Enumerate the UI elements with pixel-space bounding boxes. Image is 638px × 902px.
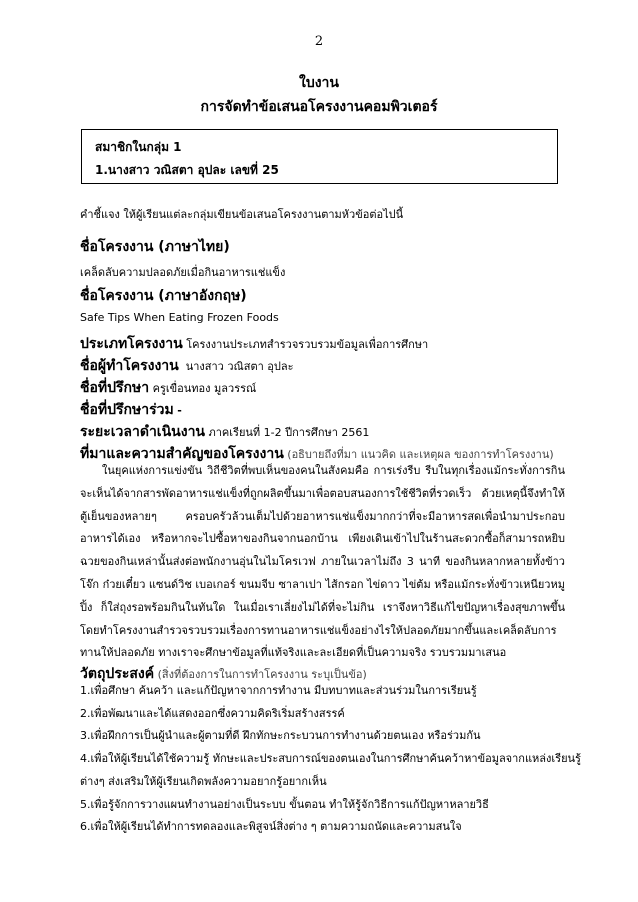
co-advisor-value: -: [177, 404, 182, 417]
duration-value: ภาคเรียนที่ 1-2 ปีการศึกษา 2561: [208, 426, 370, 439]
member-item: 1.นางสาว วณิสตา อุปละ เลขที่ 25: [95, 163, 279, 177]
co-advisor-row: [80, 399, 182, 421]
duration-label: ระยะเวลาดำเนินงาน: [80, 424, 205, 440]
worksheet-title: ใบงาน: [299, 75, 339, 91]
background-note: (อธิบายถึงที่มา แนวคิด และเหตุผล ของการทำโครงงาน): [287, 448, 554, 461]
objectives-note: (สิ่งที่ต้องการในการทำโครงงาน ระบุเป็นข้อ): [157, 668, 367, 681]
objective-item-continuation: ต่างๆ ส่งเสริมให้ผู้เรียนเกิดพลังความอยากรู้อยากเห็น: [80, 774, 327, 788]
project-name-th-value: เคล็ดลับความปลอดภัยเมื่อกินอาหารแช่แข็ง: [80, 266, 286, 279]
advisor-row: [80, 377, 256, 399]
objective-item: 1.เพื่อศึกษา ค้นคว้า และแก้ปัญหาจากการทำงาน มีบทบาทและส่วนร่วมในการเรียนรู้: [80, 684, 477, 697]
co-advisor-label: ชื่อที่ปรึกษาร่วม: [80, 402, 174, 418]
author-value: นางสาว วณิสตา อุปละ: [185, 360, 294, 373]
advisor-value: ครูเขื่อนทอง มูลวรรณ์: [152, 382, 257, 395]
duration-row: [80, 421, 369, 443]
objective-item: 6.เพื่อให้ผู้เรียนได้ทำการทดลองและพิสูจน์สิ่งต่าง ๆ ตามความถนัดและความสนใจ: [80, 820, 462, 834]
members-box: [81, 129, 558, 184]
project-type-label: ประเภทโครงงาน: [80, 336, 183, 352]
objectives-label: วัตถุประสงค์: [80, 666, 155, 682]
page-number: 2: [314, 34, 324, 49]
project-name-th-label: ชื่อโครงงาน (ภาษาไทย): [80, 239, 230, 255]
instruction: คำชี้แจง ให้ผู้เรียนแต่ละกลุ่มเขียนข้อเสนอโครงงานตามหัวข้อต่อไปนี้: [80, 208, 404, 221]
objective-item: 4.เพื่อให้ผู้เรียนได้ใช้ความรู้ ทักษะและประสบการณ์ของตนเองในการศึกษาค้นคว้าหาข้อมูลจากแหล่งเรียนรู้: [80, 752, 581, 766]
author-row: [80, 355, 294, 377]
background-paragraph: ในยุคแห่งการแข่งขัน วิถีชีวิตที่พบเห็นของคนในสังคมคือ การเร่งรีบ รีบในทุกเรื่องแม้กระทั่งการกิน จะเห็นได้จากสารพัดอาหารแช่แข็งที่ถูกผลิตขึ้นมาเพื่อตอบสนองการใช้ชีวิตที่รวดเร็ว ด้วยเหตุนี้จึงทำให้ตู้เย็นของหลายๆ ครอบครัวล้วนเต็มไปด้วยอาหารแช่แข็งมากกว่าที่จะมีอาหารสดเพื่อนำมาประกอบอาหารได้เอง หรือหากจะไปซื้อหาของกินจากนอกบ้าน เพียงเดินเข้าไปในร้านสะดวกซื้อก็สามารถหยิบฉวยของกินเหล่านั้นส่งต่อพนักงานอุ่นในไมโครเวฟ ภายในเวลาไม่ถึง 3 นาที ของกินหลากหลายทั้งข้าว โจ๊ก ก๋วยเตี๋ยว แซนด์วิช เบอเกอร์ ขนมจีบ ซาลาเปา ไส้กรอก ไข่ดาว ไข่ต้ม หรือแม้กระทั่งข้าวเหนียวหมูปิ้ง ก็ใส่ถุงรอพร้อมกินในทันใด ในเมื่อเราเลี่ยงไม่ได้ที่จะไม่กิน เราจึงหาวิธีแก้ไขปัญหาเรื่องสุขภาพขึ้น โดยทำโครงงานสำรวจรวบรวมเรื่องการทานอาหารแช่แข็งอย่างไรให้ปลอดภัยมากขึ้นและเคล็ดลับการทานให้ปลอดภัย ทางเราจะศึกษาข้อมูลที่แท้จริงและละเอียดที่เป็นความจริง รวบรวมมาเสนอ: [80, 464, 565, 660]
project-name-en-label: ชื่อโครงงาน (ภาษาอังกฤษ): [80, 288, 247, 304]
advisor-label: ชื่อที่ปรึกษา: [80, 380, 150, 396]
objective-item: 3.เพื่อฝึกการเป็นผู้นำและผู้ตามที่ดี ฝึกทักษะกระบวนการทำงานด้วยตนเอง หรือร่วมกัน: [80, 729, 481, 743]
project-name-en-value: Safe Tips When Eating Frozen Foods: [80, 311, 279, 324]
author-label: ชื่อผู้ทำโครงงาน: [80, 358, 179, 374]
worksheet-subtitle: การจัดทำข้อเสนอโครงงานคอมพิวเตอร์: [200, 99, 438, 115]
background-label: ที่มาและความสำคัญของโครงงาน: [80, 446, 284, 462]
members-heading: สมาชิกในกลุ่ม 1: [95, 140, 182, 154]
objectives-list: [80, 680, 581, 839]
objective-item: 2.เพื่อพัฒนาและได้แสดงออกซึ่งความคิดริเริ่มสร้างสรรค์: [80, 706, 345, 720]
project-type-value: โครงงานประเภทสำรวจรวบรวมข้อมูลเพื่อการศึกษา: [186, 338, 429, 351]
project-type-row: [80, 333, 428, 355]
objective-item: 5.เพื่อรู้จักการวางแผนทำงานอย่างเป็นระบบ ขั้นตอน ทำให้รู้จักวิธีการแก้ปัญหาหลายวิธี: [80, 797, 489, 811]
